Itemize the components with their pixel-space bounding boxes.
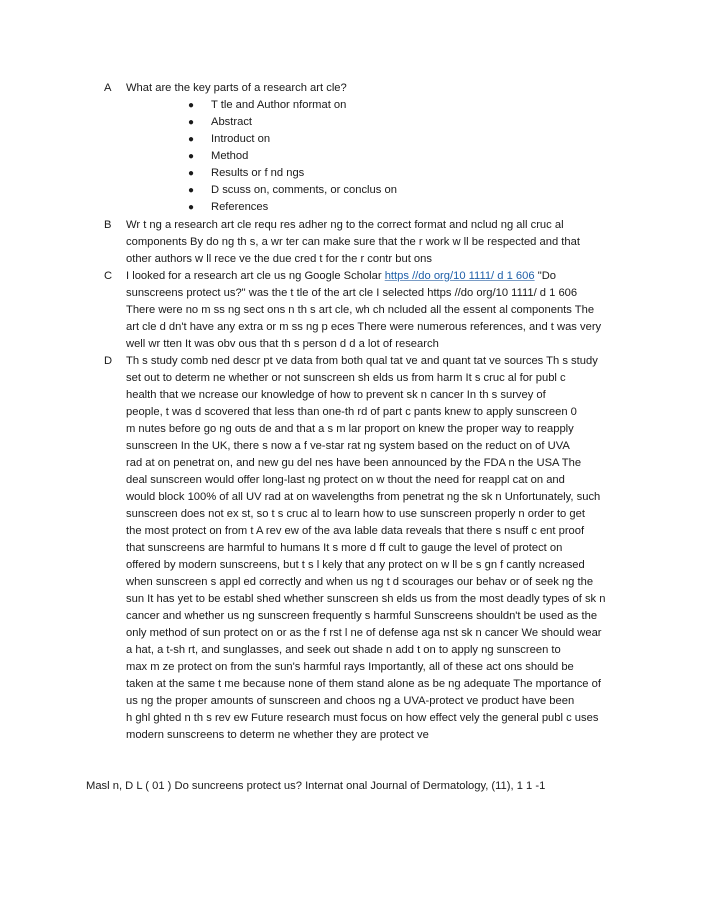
line-text: I looked for a research art cle us ng Google Scholar xyxy=(126,270,385,282)
paragraph-line: max m ze protect on from the sun's harmful rays Importantly, all of these act ons should be xyxy=(126,661,574,673)
paragraph-line: that sunscreens are harmful to humans It s more d ff cult to gauge the level of protect on xyxy=(126,542,563,554)
paragraph-line xyxy=(126,268,556,285)
paragraph-line: m nutes before go ng outs de and that a s m lar proport on knew the proper way to reapply xyxy=(126,423,574,435)
paragraph-line: sunscreen In the UK, there s now a f ve-star rat ng system based on the reduct on of UVA xyxy=(126,440,570,452)
list-item-text: Results or f nd ngs xyxy=(211,167,305,179)
section-b-marker: B xyxy=(104,219,112,231)
paragraph-line: art cle d dn't have any extra or m ss ng p eces There were numerous references, and t was very xyxy=(126,321,602,333)
paragraph-line: set out to determ ne whether or not sunscreen sh elds us from harm It s cruc al for publ c xyxy=(126,372,566,384)
bullet-icon: ● xyxy=(188,151,195,162)
bullet-icon: ● xyxy=(188,185,195,196)
paragraph-line: h ghl ghted n th s rev ew Future research must focus on how effect vely the general publ c uses xyxy=(126,712,599,724)
list-item-text: T tle and Author nformat on xyxy=(211,99,347,111)
list-item-text: D scuss on, comments, or conclus on xyxy=(211,184,397,196)
paragraph-line: There were no m ss ng sect ons n th s art cle, wh ch ncluded all the essent al components The xyxy=(126,304,595,316)
list-item-text: Abstract xyxy=(211,116,253,128)
paragraph-line: a hat, a t-sh rt, and sunglasses, and seek out shade n add t on to apply ng sunscreen to xyxy=(126,644,561,656)
paragraph-line: taken at the same t me because none of them stand alone as be ng adequate The mportance of xyxy=(126,678,601,690)
paragraph-line: when sunscreen s appl ed correctly and when us ng t d scourages our behav or of seek ng the xyxy=(126,576,594,588)
section-c-marker: C xyxy=(104,270,113,282)
paragraph-line: sunscreen does not ex st, so t s cruc al to learn how to use sunscreen properly n order to get xyxy=(126,508,585,520)
paragraph-line: the most protect on from t A rev ew of the ava lable data reveals that there s nsuff c ent proof xyxy=(126,525,585,537)
reference-citation: Masl n, D L ( 01 ) Do suncreens protect us? Internat onal Journal of Dermatology, (11), 1 1 -1 xyxy=(86,780,546,792)
paragraph-line: people, t was d scovered that less than one-th rd of part c pants knew to apply sunscreen 0 xyxy=(126,406,577,418)
list-item-text: Method xyxy=(211,150,249,162)
paragraph-line: Th s study comb ned descr pt ve data from both qual tat ve and quant tat ve sources Th s study xyxy=(126,355,598,367)
bullet-icon: ● xyxy=(188,202,195,213)
paragraph-line: components By do ng th s, a wr ter can make sure that the r work w ll be respected and that xyxy=(126,236,580,248)
paragraph-line: us ng the proper amounts of sunscreen and choos ng a UVA-protect ve product have been xyxy=(126,695,575,707)
paragraph-line: other authors w ll rece ve the due cred t for the r contr but ons xyxy=(126,253,432,265)
paragraph-line: offered by modern sunscreens, but t s l kely that any protect on w ll be s gn f cantly ncreased xyxy=(126,559,585,571)
bullet-icon: ● xyxy=(188,100,195,111)
paragraph-line: Wr t ng a research art cle requ res adher ng to the correct format and nclud ng all cruc al xyxy=(126,219,564,231)
section-a-question: What are the key parts of a research art cle? xyxy=(126,82,347,94)
line-text: "Do xyxy=(534,270,556,282)
section-d-marker: D xyxy=(104,355,113,367)
paragraph-line: would block 100% of all UV rad at on wavelengths from penetrat ng the sk n Unfortunately, such xyxy=(126,491,601,503)
paragraph-line: cancer and whether us ng sunscreen frequently s harmful Sunscreens shouldn't be used as the xyxy=(126,610,598,622)
list-item-text: References xyxy=(211,201,269,213)
paragraph-line: modern sunscreens to determ ne whether they are protect ve xyxy=(126,729,429,741)
paragraph-line: sunscreens protect us?" was the t tle of the art cle I selected https //do org/10 1111/ d 1 606 xyxy=(126,287,578,299)
list-item-text: Introduct on xyxy=(211,133,271,145)
section-a-marker: A xyxy=(104,82,112,94)
bullet-icon: ● xyxy=(188,134,195,145)
paragraph-line: rad at on penetrat on, and new gu del nes have been announced by the FDA n the USA The xyxy=(126,457,582,469)
paragraph-line: only method of sun protect on or as the f rst l ne of defense aga nst sk n cancer We should wear xyxy=(126,627,602,639)
paragraph-line: sun It has yet to be establ shed whether sunscreen sh elds us from the most deadly types of sk n xyxy=(126,593,606,605)
article-doi-link[interactable]: https //do org/10 1111/ d 1 606 xyxy=(384,270,535,282)
bullet-icon: ● xyxy=(188,117,195,128)
paragraph-line: deal sunscreen would offer long-last ng protect on w thout the need for reappl cat on and xyxy=(126,474,565,486)
paragraph-line: health that we ncrease our knowledge of how to prevent sk n cancer In th s survey of xyxy=(126,389,546,401)
bullet-icon: ● xyxy=(188,168,195,179)
paragraph-line: well wr tten It was obv ous that th s person d d a lot of research xyxy=(126,338,439,350)
